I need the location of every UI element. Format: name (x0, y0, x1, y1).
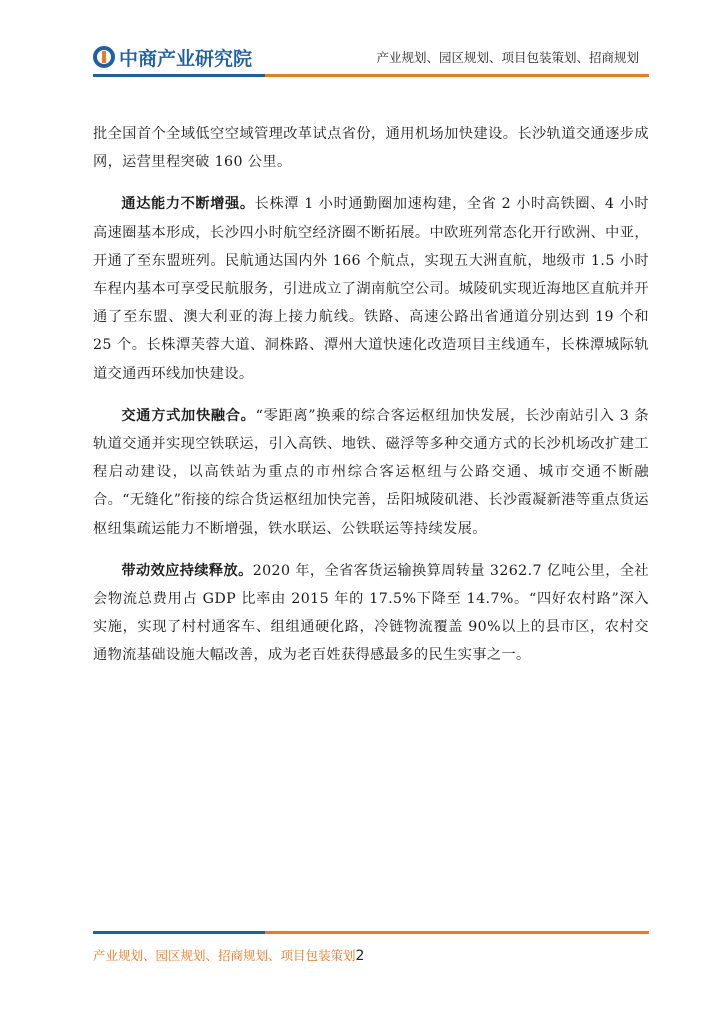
page-footer (93, 946, 364, 964)
paragraph-text: 长株潭 1 小时通勤圈加速构建，全省 2 小时高铁圈、4 小时高速圈基本形成，长沙四小时航空经济圈不断拓展。中欧班列常态化开行欧洲、中亚，开通了至东盟班列。民航通达国内外 166 个航点，实现五大洲直航，地级市 1.5 小时车程内基本可享受民航服务，引进成立了湖南航空公司。城陵矶实现近海地区直航并开通了至东盟、澳大利亚的海上接力航线。铁路、高速公路出省通道分别达到 19 个和 25 个。长株潭芙蓉大道、洞株路、潭州大道快速化改造项目主线通车，长株潭城际轨道交通西环线加快建设。 (93, 196, 649, 382)
logo-icon (93, 46, 115, 68)
header-rule-blue (93, 74, 265, 77)
paragraph-connectivity (93, 190, 649, 387)
footer-slogan: 产业规划、园区规划、招商规划、项目包装策划 (93, 948, 356, 963)
footer-rule-blue (93, 931, 265, 934)
header-slogan: 产业规划、园区规划、项目包装策划、招商规划 (376, 50, 639, 65)
footer-rule-orange (265, 931, 649, 934)
paragraph-lead: 交通方式加快融合。 (121, 407, 256, 424)
paragraph-integration (93, 402, 649, 543)
page-number: 2 (355, 948, 365, 964)
document-body (93, 120, 649, 684)
paragraph-text: “零距离”换乘的综合客运枢纽加快发展，长沙南站引入 3 条轨道交通并实现空铁联运，引入高铁、地铁、磁浮等多种交通方式的长沙机场改扩建工程启动建设，以高铁站为重点的市州综合客运枢纽与公路交通、城市交通不断融合。“无缝化”衔接的综合货运枢纽加快完善，岳阳城陵矶港、长沙霞凝新港等重点货运枢纽集疏运能力不断增强，铁水联运、公铁联运等持续发展。 (93, 407, 649, 537)
page-header (0, 0, 724, 80)
paragraph-continuation: 批全国首个全域低空空域管理改革试点省份，通用机场加快建设。长沙轨道交通逐步成网，运营里程突破 160 公里。 (93, 126, 649, 171)
paragraph-lead: 通达能力不断增强。 (121, 196, 255, 213)
logo-text: 中商产业研究院 (119, 47, 253, 70)
paragraph-text: 2020 年，全省客货运输换算周转量 3262.7 亿吨公里，全社会物流总费用占 GDP 比率由 2015 年的 17.5%下降至 14.7%。“四好农村路”深入实施，实现了村村通客车、组组通硬化路，冷链物流覆盖 90%以上的县市区，农村交通物流基础设施大幅改善，成为老百姓获得感最多的民生实事之一。 (93, 562, 649, 664)
header-rule-orange (265, 74, 649, 77)
paragraph-impact (93, 557, 649, 670)
company-logo (93, 42, 252, 72)
paragraph-lead: 带动效应持续释放。 (121, 562, 253, 579)
